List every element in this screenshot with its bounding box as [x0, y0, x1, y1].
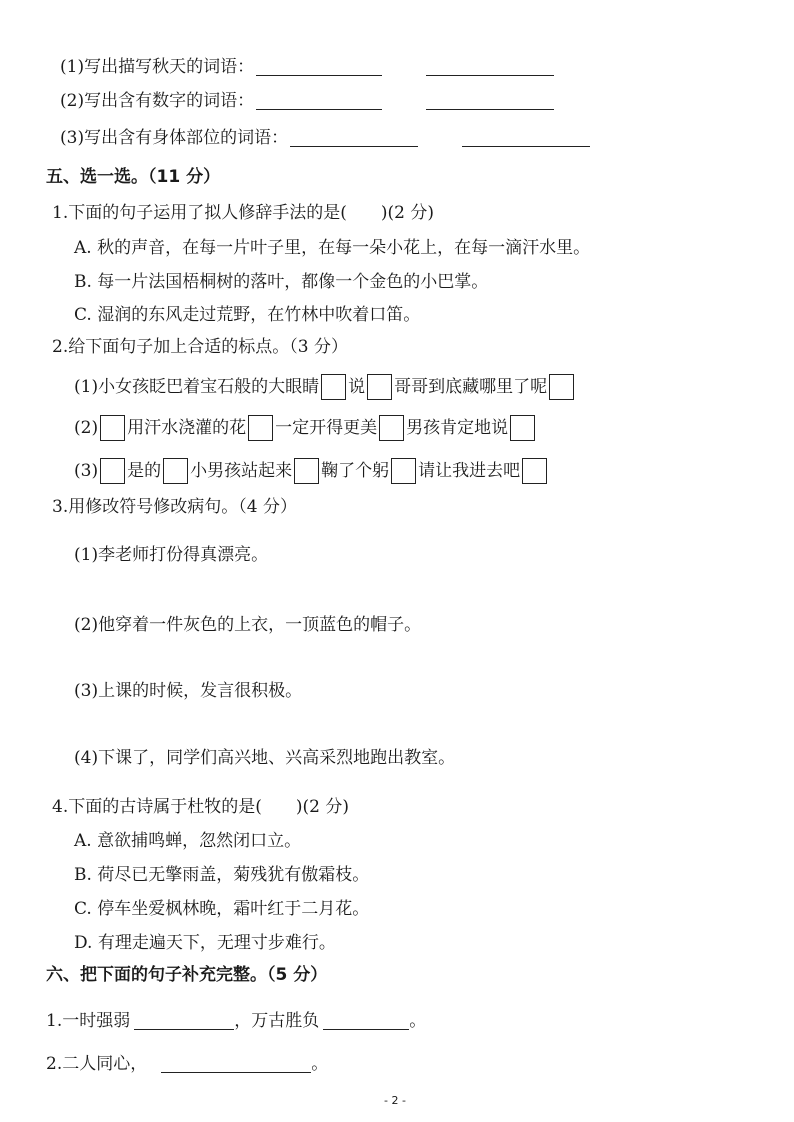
option-a: A. 秋的声音，在每一片叶子里，在每一朵小花上，在每一滴汗水里。	[74, 238, 591, 258]
stem-text: 1.下面的句子运用了拟人修辞手法的是(	[52, 203, 347, 223]
option-d: D. 有理走遍天下，无理寸步难行。	[74, 933, 336, 953]
answer-blank[interactable]	[426, 93, 554, 110]
sentence-fragment: 。	[311, 1054, 329, 1074]
sentence-fragment: 男孩肯定地说	[406, 418, 509, 438]
part4-question-2	[60, 90, 554, 112]
punctuation-box[interactable]	[510, 415, 535, 441]
punctuation-box[interactable]	[522, 458, 547, 484]
punctuation-box[interactable]	[100, 458, 125, 484]
sick-sentence-2: (2)他穿着一件灰色的上衣，一顶蓝色的帽子。	[74, 615, 422, 635]
section-title-6: 六、把下面的句子补充完整。（5 分）	[46, 965, 328, 985]
sentence-fragment: 说	[348, 377, 366, 397]
answer-blank[interactable]	[134, 1013, 234, 1030]
sentence-fragment: 是的	[127, 461, 162, 481]
sentence-fragment: 1.一时强弱	[46, 1011, 131, 1031]
sick-sentence-1: (1)李老师打份得真漂亮。	[74, 545, 269, 565]
sick-sentence-4: (4)下课了，同学们高兴地、兴高采烈地跑出教室。	[74, 748, 456, 768]
sentence-fragment: ，万古胜负	[234, 1011, 320, 1031]
punctuation-box[interactable]	[549, 374, 574, 400]
fill-sentence-2	[46, 1053, 328, 1075]
part4-question-3	[60, 127, 590, 149]
stem-score: )(2 分)	[295, 797, 349, 817]
sentence-fragment: 小男孩站起来	[190, 461, 293, 481]
punctuation-box[interactable]	[321, 374, 346, 400]
option-c: C. 湿润的东风走过荒野，在竹林中吹着口笛。	[74, 305, 421, 325]
punctuation-sentence-3	[74, 458, 549, 484]
option-c: C. 停车坐爱枫林晚，霜叶红于二月花。	[74, 899, 370, 919]
answer-blank[interactable]	[462, 130, 590, 147]
option-b: B. 每一片法国梧桐树的落叶，都像一个金色的小巴掌。	[74, 272, 489, 292]
question-text: (1)写出描写秋天的词语：	[60, 57, 255, 77]
sentence-fragment: 用汗水浇灌的花	[127, 418, 247, 438]
question-5-4-stem	[52, 796, 349, 818]
question-text: (3)写出含有身体部位的词语：	[60, 128, 289, 148]
punctuation-box[interactable]	[248, 415, 273, 441]
answer-blank[interactable]	[426, 59, 554, 76]
answer-blank[interactable]	[290, 130, 418, 147]
part4-question-1	[60, 56, 554, 78]
page-number: - 2 -	[384, 1094, 406, 1107]
question-5-1-stem	[52, 202, 434, 224]
punctuation-box[interactable]	[294, 458, 319, 484]
sentence-fragment: 2.二人同心，	[46, 1054, 148, 1074]
stem-score: )(2 分)	[380, 203, 434, 223]
sentence-fragment: 请让我进去吧	[418, 461, 521, 481]
section-title-5: 五、选一选。（11 分）	[46, 167, 221, 187]
punctuation-box[interactable]	[100, 415, 125, 441]
punctuation-box[interactable]	[379, 415, 404, 441]
sentence-fragment: 。	[409, 1011, 427, 1031]
question-text: (2)写出含有数字的词语：	[60, 91, 255, 111]
answer-blank[interactable]	[323, 1013, 409, 1030]
question-5-3-stem: 3.用修改符号修改病句。（4 分）	[52, 497, 297, 517]
punctuation-box[interactable]	[391, 458, 416, 484]
fill-sentence-1	[46, 1010, 426, 1032]
answer-blank[interactable]	[161, 1056, 311, 1073]
punctuation-sentence-1	[74, 374, 576, 400]
option-a: A. 意欲捕鸣蝉，忽然闭口立。	[74, 831, 302, 851]
sentence-fragment: 哥哥到底藏哪里了呢	[394, 377, 548, 397]
punctuation-sentence-2	[74, 415, 537, 441]
sentence-fragment: (1)小女孩眨巴着宝石般的大眼睛	[74, 377, 320, 397]
question-5-2-stem: 2.给下面句子加上合适的标点。（3 分）	[52, 337, 348, 357]
sick-sentence-3: (3)上课的时候，发言很积极。	[74, 681, 303, 701]
sentence-fragment: (2)	[74, 418, 99, 438]
stem-text: 4.下面的古诗属于杜牧的是(	[52, 797, 262, 817]
punctuation-box[interactable]	[367, 374, 392, 400]
option-b: B. 荷尽已无擎雨盖，菊残犹有傲霜枝。	[74, 865, 370, 885]
punctuation-box[interactable]	[163, 458, 188, 484]
sentence-fragment: (3)	[74, 461, 99, 481]
answer-blank[interactable]	[256, 93, 382, 110]
answer-blank[interactable]	[256, 59, 382, 76]
sentence-fragment: 一定开得更美	[275, 418, 378, 438]
sentence-fragment: 鞠了个躬	[321, 461, 390, 481]
